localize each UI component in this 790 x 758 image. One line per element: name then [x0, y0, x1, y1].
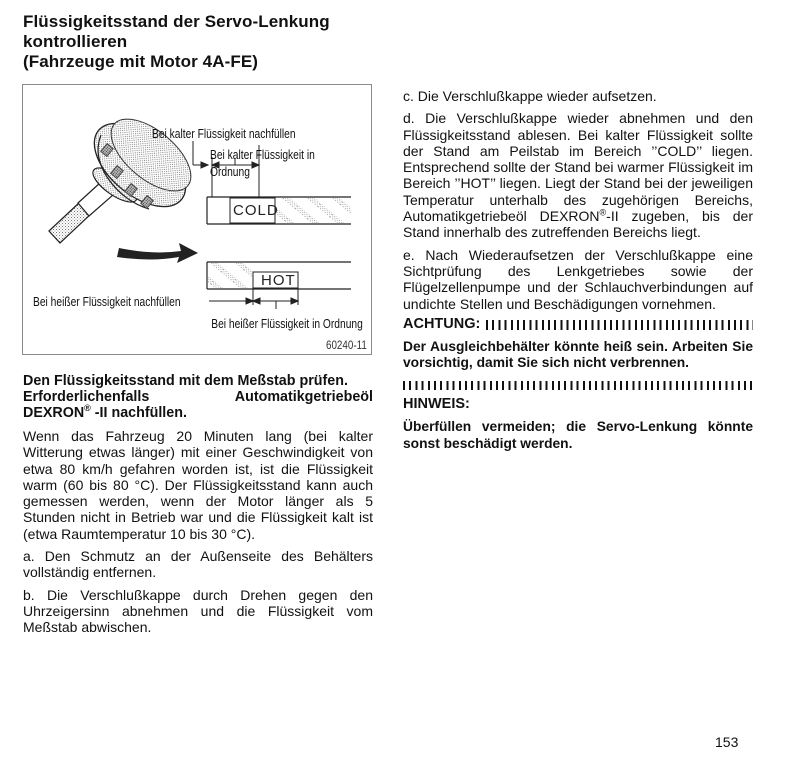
note-text: Überfüllen vermeiden; die Servo-Lenkung könnte sonst beschädigt werden.	[403, 419, 753, 451]
step-d-text-end: -II zugeben, bis der Stand innerhalb des zutreffenden Bereichs liegt.	[403, 208, 753, 241]
caution-bar-divider	[486, 320, 753, 330]
dipstick-shaft	[49, 182, 113, 243]
hot-dimension-arrows	[209, 288, 298, 309]
step-b: b. Die Verschlußkappe durch Drehen gegen den Uhrzeigersinn abnehmen und die Flüssigkeit vom Meßstab abwischen.	[23, 586, 373, 636]
hot-marker: HOT	[261, 272, 296, 289]
caution-header	[403, 316, 753, 333]
step-e: e. Nach Wiederaufsetzen der Verschlußkappe eine Sichtprüfung des Lenkgetriebes sowie der Flügelzellenpumpe und der Schlauchverbindungen auf undichte Stellen und Beschädigungen vornehmen.	[403, 246, 753, 312]
figure-number: 60240-11	[326, 338, 367, 352]
instruction-line-3-rest: -II nachfüllen.	[90, 405, 187, 421]
paragraph-intro: Wenn das Fahrzeug 20 Minuten lang (bei kalter Witterung etwas länger) mit einer Geschwindigkeit von etwa 80 km/h gefahren worden ist, ist die Flüssigkeit warm (60 bis 80 °C). Der Flüssigkeitsstand kann auch gemessen werden, wenn der Motor länger als 5 Stunden nicht in Betrieb war und die Flüssigkeit kalt ist (etwa Raumtemperatur 10 bis 30 °C).	[23, 428, 373, 542]
caution-end-divider	[403, 381, 753, 390]
registered-mark: ®	[599, 207, 607, 218]
caution-text: Der Ausgleichbehälter könnte heiß sein. Arbeiten Sie vorsichtig, damit Sie sich nicht verbrennen.	[403, 338, 753, 371]
instruction-check-dipstick	[23, 373, 373, 421]
dipstick-figure	[22, 84, 372, 355]
instruction-line-1: Den Flüssigkeitsstand mit dem Meßstab prüfen.	[23, 373, 348, 389]
page-title	[23, 12, 393, 72]
label-cold-fill: Bei kalter Flüssigkeit nachfüllen	[152, 127, 296, 141]
title-line-2: kontrollieren	[23, 32, 128, 51]
cold-level-strip	[207, 197, 351, 224]
step-a: a. Den Schmutz an der Außenseite des Behälters vollständig entfernen.	[23, 548, 373, 581]
instruction-line-2	[23, 389, 373, 405]
right-column	[403, 88, 753, 452]
step-d	[403, 110, 753, 240]
instruction-line-3	[23, 405, 373, 421]
title-line-1: Flüssigkeitsstand der Servo-Lenkung	[23, 12, 330, 31]
note-heading: HINWEIS:	[403, 396, 470, 413]
step-d-text: d. Die Verschlußkappe wieder abnehmen und den Flüssigkeitsstand ablesen. Bei kalter Flüssigkeit sollte der Stand am Peilstab im Bereich ’’COLD’’ liegen. Entsprechend sollte der Stand bei warmer Flüssigkeit im Bereich ’’HOT’’ liegen. Liegt der Stand bei der jeweiligen Temperatur unterhalb des zugehörigen Bereichs, Automatikgetriebeöl DEXRON	[403, 110, 753, 225]
instruction-line-2a: Erforderlichenfalls	[23, 389, 150, 405]
caution-heading: ACHTUNG:	[403, 315, 481, 332]
left-column	[23, 373, 373, 636]
dexron-name: DEXRON	[23, 405, 85, 421]
page-number: 153	[715, 734, 739, 750]
label-cold-ok-line2: Ordnung	[210, 165, 250, 179]
step-c: c. Die Verschlußkappe wieder aufsetzen.	[403, 88, 657, 104]
label-cold-ok-line1: Bei kalter Flüssigkeit in	[210, 148, 315, 162]
registered-mark: ®	[84, 403, 91, 414]
label-hot-ok: Bei heißer Flüssigkeit in Ordnung	[211, 317, 363, 331]
cold-marker: COLD	[233, 202, 279, 219]
instruction-line-2b: Automatikgetriebeöl	[234, 389, 373, 405]
title-line-3: (Fahrzeuge mit Motor 4A-FE)	[23, 52, 259, 71]
label-hot-fill: Bei heißer Flüssigkeit nachfüllen	[33, 295, 181, 309]
curved-arrow-icon	[117, 243, 198, 263]
dipstick-illustration	[23, 85, 373, 356]
